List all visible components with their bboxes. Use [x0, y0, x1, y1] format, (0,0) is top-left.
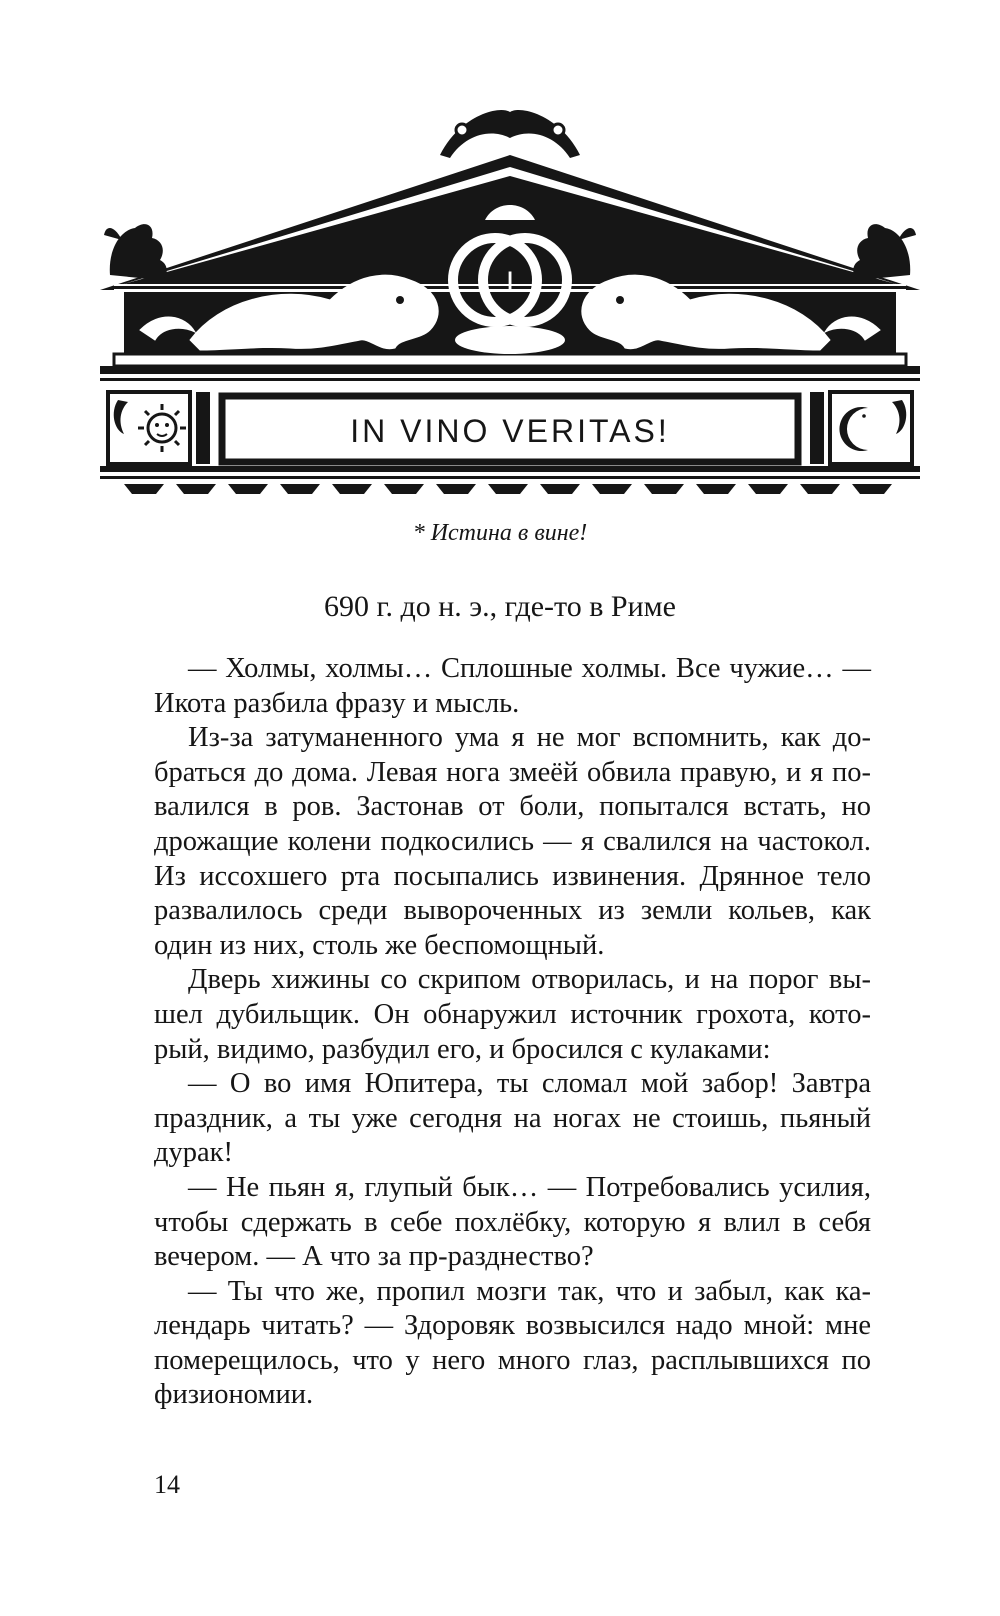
- body-line: валился в ров. Застонав от боли, попытался встать, но: [154, 791, 871, 823]
- body-line: Дверь хижины со скрипом отворилась, и на порог вы-: [188, 964, 871, 996]
- body-line: физиономии.: [154, 1379, 314, 1411]
- body-line: вечером. — А что за пр-разднество?: [154, 1241, 594, 1273]
- body-line: шел дубильщик. Он обнаружил источник грохота, кото-: [154, 998, 871, 1030]
- body-line: браться до дома. Левая нога змеёй обвила правую, и я по-: [154, 756, 871, 788]
- body-line: померещилось, что у него много глаз, расплывшихся по: [154, 1344, 871, 1376]
- griffin-icon: [853, 224, 916, 280]
- body-line: развалилось среди вывороченных из земли кольев, как: [154, 895, 871, 927]
- body-line: — О во имя Юпитера, ты сломал мой забор! Завтра: [188, 1068, 871, 1100]
- body-line: лендарь читать? — Здоровяк возвысился надо мной: мне: [154, 1310, 871, 1342]
- banner-title: IN VINO VERITAS!: [350, 413, 670, 449]
- body-line: — Холмы, холмы… Сплошные холмы. Все чужие… —: [188, 653, 871, 684]
- body-line: чтобы сдержать в себе похлёбку, которую я влил в себя: [154, 1206, 871, 1238]
- body-line: Икота разбила фразу и мысль.: [154, 687, 520, 719]
- chapter-subtitle: 690 г. до н. э., где-то в Риме: [324, 590, 676, 623]
- body-line: один из них, столь же беспомощный.: [154, 929, 605, 961]
- body-line: дурак!: [154, 1137, 233, 1169]
- body-line: Из иссохшего рта посыпались извинения. Дрянное тело: [154, 860, 871, 892]
- dentil-row: [124, 484, 892, 494]
- body-text: [154, 652, 871, 1413]
- footnote: * Истина в вине!: [412, 520, 588, 546]
- chapter-numeral: I: [505, 266, 515, 299]
- acroterion-ornament: [440, 110, 580, 158]
- pediment-illustration: [100, 100, 920, 515]
- body-line: дрожащие колени подкосились — я свалился на частокол.: [154, 825, 871, 857]
- body-line: — Ты что же, пропил мозги так, что и забыл, как ка-: [188, 1275, 871, 1307]
- body-line: Из-за затуманенного ума я не мог вспомнить, как до-: [188, 722, 871, 754]
- body-line: рый, видимо, разбудил его, и бросился с кулаками:: [154, 1033, 771, 1065]
- griffin-icon: [104, 224, 167, 280]
- body-line: — Не пьян я, глупый бык… — Потребовались усилия,: [188, 1171, 871, 1203]
- body-line: праздник, а ты уже сегодня на ногах не стоишь, пьяный: [154, 1102, 871, 1134]
- page-number: 14: [154, 1470, 180, 1499]
